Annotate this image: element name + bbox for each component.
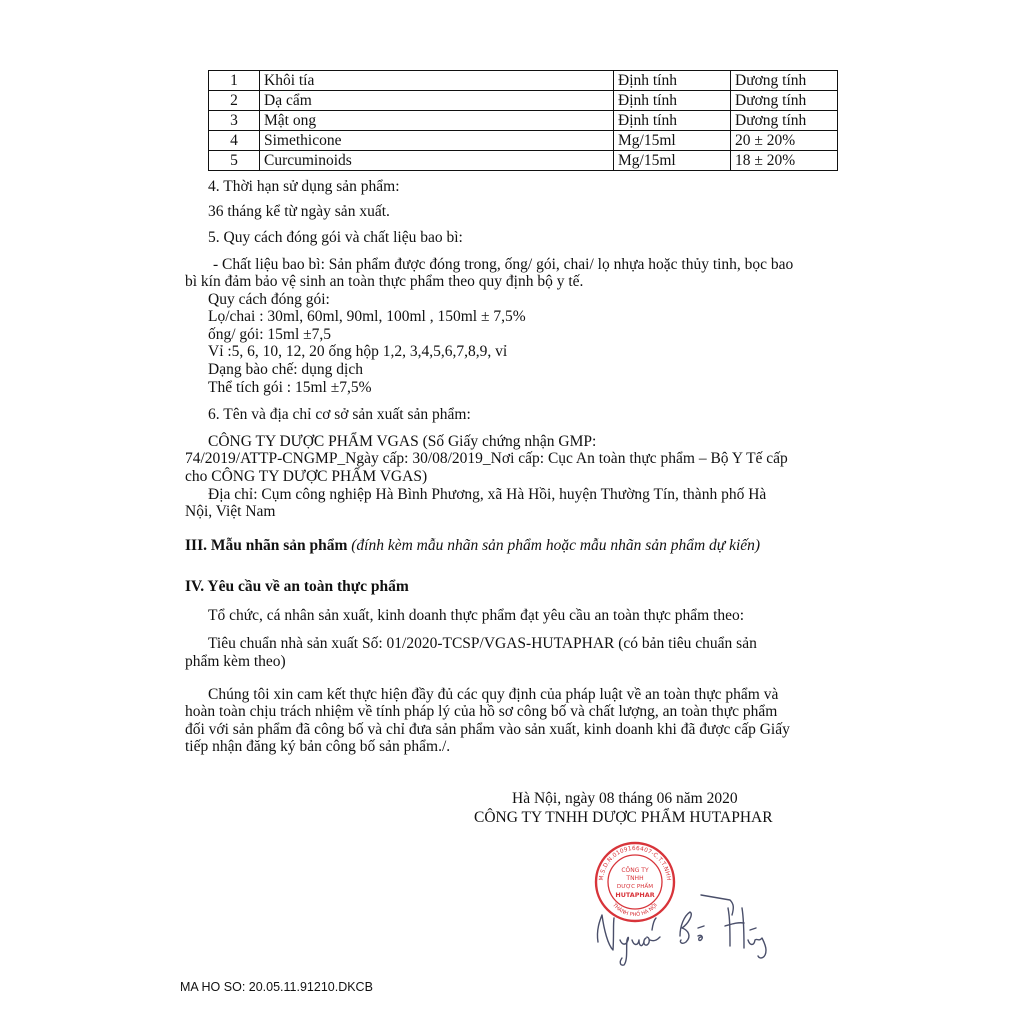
test-value: 20 ± 20% <box>731 131 838 151</box>
test-unit: Định tính <box>614 91 731 111</box>
ingredient-name: Khôi tía <box>260 71 614 91</box>
signing-company: CÔNG TY TNHH DƯỢC PHẨM HUTAPHAR <box>474 809 773 826</box>
row-number: 1 <box>209 71 260 91</box>
packaging-line-6: Vỉ :5, 6, 10, 12, 20 ống hộp 1,2, 3,4,5,6,7,8,9, vỉ <box>208 343 508 360</box>
section-iii-heading: III. Mẫu nhãn sản phẩm <box>185 537 348 554</box>
table-row <box>209 111 838 131</box>
row-number: 4 <box>209 131 260 151</box>
shelf-life-text: 36 tháng kể từ ngày sản xuất. <box>208 203 390 220</box>
commitment-line-3: đối với sản phẩm đã công bố và chỉ đưa sản phẩm vào sản xuất, kinh doanh khi đã được cấp Giấy <box>185 721 790 738</box>
commitment-line-1: Chúng tôi xin cam kết thực hiện đầy đủ các quy định của pháp luật về an toàn thực phẩm và <box>208 686 779 703</box>
packaging-line-8: Thể tích gói : 15ml ±7,5% <box>208 379 372 396</box>
svg-text:M.S.D.N.0109166407-C.T.T.NHH: M.S.D.N.0109166407-C.T.T.NHH <box>598 845 672 882</box>
section-iii <box>185 537 760 555</box>
svg-text:DƯỢC PHẨM: DƯỢC PHẨM <box>616 884 654 890</box>
row-number: 5 <box>209 151 260 171</box>
test-value: Dương tính <box>731 71 838 91</box>
manufacturer-line-1: CÔNG TY DƯỢC PHẨM VGAS (Số Giấy chứng nhận GMP: <box>208 433 597 450</box>
test-unit: Định tính <box>614 71 731 91</box>
table-row <box>209 131 838 151</box>
commitment-line-4: tiếp nhận đăng ký bản công bố sản phẩm./. <box>185 738 451 755</box>
ingredient-name: Curcuminoids <box>260 151 614 171</box>
section6-heading: 6. Tên và địa chỉ cơ sở sản xuất sản phẩm: <box>208 406 471 423</box>
packaging-line-3: Quy cách đóng gói: <box>208 291 330 308</box>
ingredient-name: Dạ cẩm <box>260 91 614 111</box>
row-number: 2 <box>209 91 260 111</box>
address-line-1: Địa chỉ: Cụm công nghiệp Hà Bình Phương, xã Hà Hồi, huyện Thường Tín, thành phố Hà <box>208 486 767 503</box>
table-row <box>209 151 838 171</box>
section-iv-heading: IV. Yêu cầu về an toàn thực phẩm <box>185 578 409 595</box>
packaging-line-4: Lọ/chai : 30ml, 60ml, 90ml, 100ml , 150ml ± 7,5% <box>208 308 526 325</box>
table-row <box>209 91 838 111</box>
test-value: Dương tính <box>731 111 838 131</box>
test-unit: Định tính <box>614 111 731 131</box>
ingredient-table <box>208 70 838 171</box>
handwritten-signature-icon <box>580 890 785 970</box>
manufacturer-line-3: cho CÔNG TY DƯỢC PHẨM VGAS) <box>185 468 428 485</box>
address-line-2: Nội, Việt Nam <box>185 503 276 520</box>
table-row <box>209 71 838 91</box>
svg-text:HUTAPHAR: HUTAPHAR <box>615 891 655 899</box>
ingredient-name: Simethicone <box>260 131 614 151</box>
safety-line-3: phẩm kèm theo) <box>185 653 286 670</box>
section4-heading: 4. Thời hạn sử dụng sản phẩm: <box>208 178 400 195</box>
test-unit: Mg/15ml <box>614 151 731 171</box>
test-unit: Mg/15ml <box>614 131 731 151</box>
section-iii-note: (đính kèm mẫu nhãn sản phẩm hoặc mẫu nhãn sản phẩm dự kiến) <box>351 537 761 554</box>
manufacturer-line-2: 74/2019/ATTP-CNGMP_Ngày cấp: 30/08/2019_Nơi cấp: Cục An toàn thực phẩm – Bộ Y Tế cấp <box>185 450 788 467</box>
test-value: Dương tính <box>731 91 838 111</box>
test-value: 18 ± 20% <box>731 151 838 171</box>
svg-text:CÔNG TY: CÔNG TY <box>621 867 649 874</box>
safety-line-1: Tổ chức, cá nhân sản xuất, kinh doanh thực phẩm đạt yêu cầu an toàn thực phẩm theo: <box>208 607 745 624</box>
dossier-code: MA HO SO: 20.05.11.91210.DKCB <box>180 980 373 994</box>
packaging-line-2: bì kín đảm bảo vệ sinh an toàn thực phẩm theo quy định bộ y tế. <box>185 273 584 290</box>
signing-date: Hà Nội, ngày 08 tháng 06 năm 2020 <box>512 790 738 807</box>
row-number: 3 <box>209 111 260 131</box>
ingredient-name: Mật ong <box>260 111 614 131</box>
packaging-line-1: - Chất liệu bao bì: Sản phẩm được đóng trong, ống/ gói, chai/ lọ nhựa hoặc thủy tinh, bọc bao <box>213 256 794 273</box>
svg-text:TNHH: TNHH <box>626 875 644 882</box>
svg-text:THÀNH PHỐ HÀ NỘI: THÀNH PHỐ HÀ NỘI <box>611 902 659 919</box>
packaging-line-7: Dạng bào chế: dụng dịch <box>208 361 363 378</box>
section5-heading: 5. Quy cách đóng gói và chất liệu bao bì: <box>208 229 463 246</box>
packaging-line-5: ống/ gói: 15ml ±7,5 <box>208 326 332 343</box>
commitment-line-2: hoàn toàn chịu trách nhiệm về tính pháp lý của hồ sơ công bố và chất lượng, an toàn thực phẩm <box>185 703 778 720</box>
safety-line-2: Tiêu chuẩn nhà sản xuất Số: 01/2020-TCSP/VGAS-HUTAPHAR (có bản tiêu chuẩn sản <box>208 635 757 652</box>
